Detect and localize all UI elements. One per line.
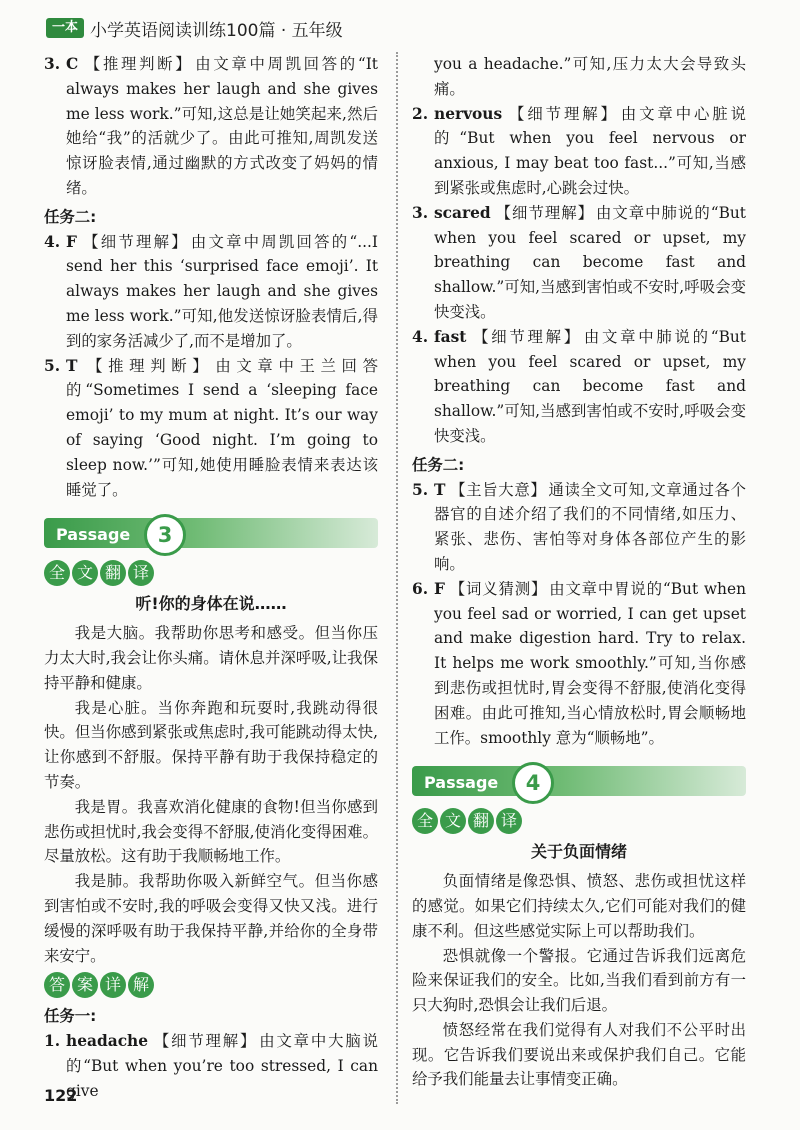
tag-char: 文: [440, 808, 466, 834]
answer-key: F: [66, 232, 77, 251]
explanation-text: 由文章中大脑说的“But when you’re too stressed, I can give: [66, 1032, 378, 1100]
passage-label: Passage: [56, 525, 131, 545]
continued-explanation: you a headache.”可知,压力太大会导致头痛。: [434, 55, 746, 98]
tag-char: 详: [100, 972, 126, 998]
question-category: 【细节理解】: [80, 232, 189, 251]
answer-key: headache: [66, 1032, 149, 1051]
item-number: 1.: [44, 1032, 61, 1051]
book-title: 小学英语阅读训练100篇 · 五年级: [90, 21, 343, 41]
translation-section-tag: [412, 808, 746, 834]
tag-char: 翻: [100, 560, 126, 586]
left-column: [44, 52, 378, 1103]
question-category: 【细节理解】: [470, 327, 582, 346]
passage-3-banner: [44, 514, 378, 554]
passage-number: 3: [144, 514, 186, 556]
passage-number: 4: [512, 762, 554, 804]
tag-char: 解: [128, 972, 154, 998]
column-divider: [396, 52, 398, 1104]
question-category: 【推理判断】: [81, 356, 214, 375]
question-category: 【主旨大意】: [449, 480, 547, 499]
tag-char: 答: [44, 972, 70, 998]
answer-item-p2-4: [44, 230, 378, 354]
translation-title: 关于负面情绪: [530, 842, 627, 862]
item-number: 5.: [44, 356, 61, 375]
translation-paragraph: 我是胃。我喜欢消化健康的食物!但当你感到悲伤或担忧时,我会变得不舒服,使消化变得困难。尽量放松。这有助于我顺畅地工作。: [44, 797, 378, 866]
passage-label: Passage: [424, 773, 499, 793]
answer-item-p3-1: [44, 1029, 378, 1103]
translation-paragraph: 负面情绪是像恐惧、愤怒、悲伤或担忧这样的感觉。如果它们持续太久,它们可能对我们的健康不利。但这些感觉实际上可以帮助我们。: [412, 872, 746, 940]
item-number: 3.: [44, 55, 61, 73]
answer-item-p2-3: [44, 52, 378, 201]
item-number: 5.: [412, 480, 429, 499]
question-category: 【细节理解】: [152, 1032, 258, 1051]
passage-4-banner: [412, 762, 746, 802]
translation-section-tag: [44, 560, 378, 586]
answer-key: nervous: [434, 104, 503, 123]
explanation-text: 由文章中胃说的“But when you feel sad or worried, I can get upset and make digestion hard. Try to relax. It helps me work smoothly.”可知,当你感到悲伤或担忧时,胃会变得不舒服,使消化变得困难。由此可推知,当心情放松时,胃会顺畅地工作。smoothly 意为“顺畅地”。: [434, 579, 746, 747]
question-category: 【细节理解】: [494, 203, 594, 222]
explanation-text: 通读全文可知,文章通过各个器官的自述介绍了我们的不同情绪,如压力、紧张、悲伤、害怕等对身体各部位产生的影响。: [434, 480, 746, 573]
page-header: [0, 0, 800, 52]
answer-key: scared: [434, 203, 491, 222]
answer-item-p3-6: [412, 577, 746, 751]
question-category: 【推理判断】: [82, 55, 194, 73]
explanation-text: 由文章中周凯回答的“...I send her this ‘surprised face emoji’. It always makes her laugh and she gives me less work.”可知,他发送惊讶脸表情后,得到的家务活减少了,而不是增加了。: [66, 232, 378, 350]
translation-paragraph: 我是大脑。我帮助你思考和感受。但当你压力太大时,我会让你头痛。请休息并深呼吸,让我保持平静和健康。: [44, 624, 378, 692]
item-number: 6.: [412, 579, 429, 598]
translation-title: 听!你的身体在说……: [135, 594, 287, 614]
answer-key: T: [66, 356, 78, 375]
page-number: 122: [44, 1086, 78, 1105]
publisher-logo: 一本: [46, 18, 84, 38]
answer-item-p3-4: [412, 325, 746, 449]
question-category: 【细节理解】: [506, 104, 619, 123]
answer-item-p3-3: [412, 201, 746, 325]
item-number: 2.: [412, 104, 429, 123]
tag-char: 文: [72, 560, 98, 586]
tag-char: 译: [496, 808, 522, 834]
translation-paragraph: 愤怒经常在我们觉得有人对我们不公平时出现。它告诉我们要说出来或保护我们自己。它能给予我们能量去让事情变正确。: [412, 1020, 746, 1089]
tag-char: 译: [128, 560, 154, 586]
answer-key: C: [66, 55, 79, 73]
answer-key: fast: [434, 327, 467, 346]
task-heading: 任务二:: [44, 207, 97, 226]
answer-item-p3-2: [412, 102, 746, 201]
translation-paragraph: 恐惧就像一个警报。它通过告诉我们远离危险来保证我们的安全。比如,当我们看到前方有一只大狗时,恐惧会让我们后退。: [412, 946, 746, 1015]
tag-char: 翻: [468, 808, 494, 834]
explanation-text: 由文章中肺说的“But when you feel scared or upset, my breathing can become fast and shallow.”可知,当感到害怕或不安时,呼吸会变快变浅。: [434, 203, 746, 321]
task-heading: 任务二:: [412, 455, 465, 474]
item-number: 4.: [44, 232, 61, 251]
answer-key: F: [434, 579, 445, 598]
right-column: [412, 52, 746, 1092]
item-number: 4.: [412, 327, 429, 346]
tag-char: 全: [412, 808, 438, 834]
explanation-text: 由文章中肺说的“But when you feel scared or upset, my breathing can become fast and shallow.”可知,当感到害怕或不安时,呼吸会变快变浅。: [434, 327, 746, 445]
translation-paragraph: 我是心脏。当你奔跑和玩耍时,我跳动得很快。但当你感到紧张或焦虑时,我可能跳动得太快,让你感到不舒服。保持平静有助于我保持稳定的节奏。: [44, 698, 378, 791]
question-category: 【词义猜测】: [448, 579, 548, 598]
translation-paragraph: 我是肺。我帮助你吸入新鲜空气。但当你感到害怕或不安时,我的呼吸会变得又快又浅。进行缓慢的深呼吸有助于我保持平静,并给你的全身带来安宁。: [44, 872, 378, 965]
answer-item-p2-5: [44, 354, 378, 503]
answer-item-p3-5: [412, 478, 746, 577]
explanation-text: 由文章中王兰回答的“Sometimes I send a ‘sleeping face emoji’ to my mum at night. It’s our way of saying ‘Good night. I’m going to sleep now.’”可知,她使用睡脸表情来表达该睡觉了。: [66, 356, 378, 499]
item-number: 3.: [412, 203, 429, 222]
explanation-text: 由文章中周凯回答的“It always makes her laugh and she gives me less work.”可知,这总是让她笑起来,然后她给“我”的活就少了。由此可推知,周凯发送惊讶脸表情,通过幽默的方式改变了妈妈的情绪。: [66, 55, 378, 197]
tag-char: 案: [72, 972, 98, 998]
explanation-text: 由文章中心脏说的“But when you feel nervous or anxious, I may beat too fast...”可知,当感到紧张或焦虑时,心跳会过快。: [434, 104, 746, 197]
answer-section-tag: [44, 972, 378, 998]
tag-char: 全: [44, 560, 70, 586]
answer-key: T: [434, 480, 446, 499]
task-heading: 任务一:: [44, 1007, 97, 1026]
